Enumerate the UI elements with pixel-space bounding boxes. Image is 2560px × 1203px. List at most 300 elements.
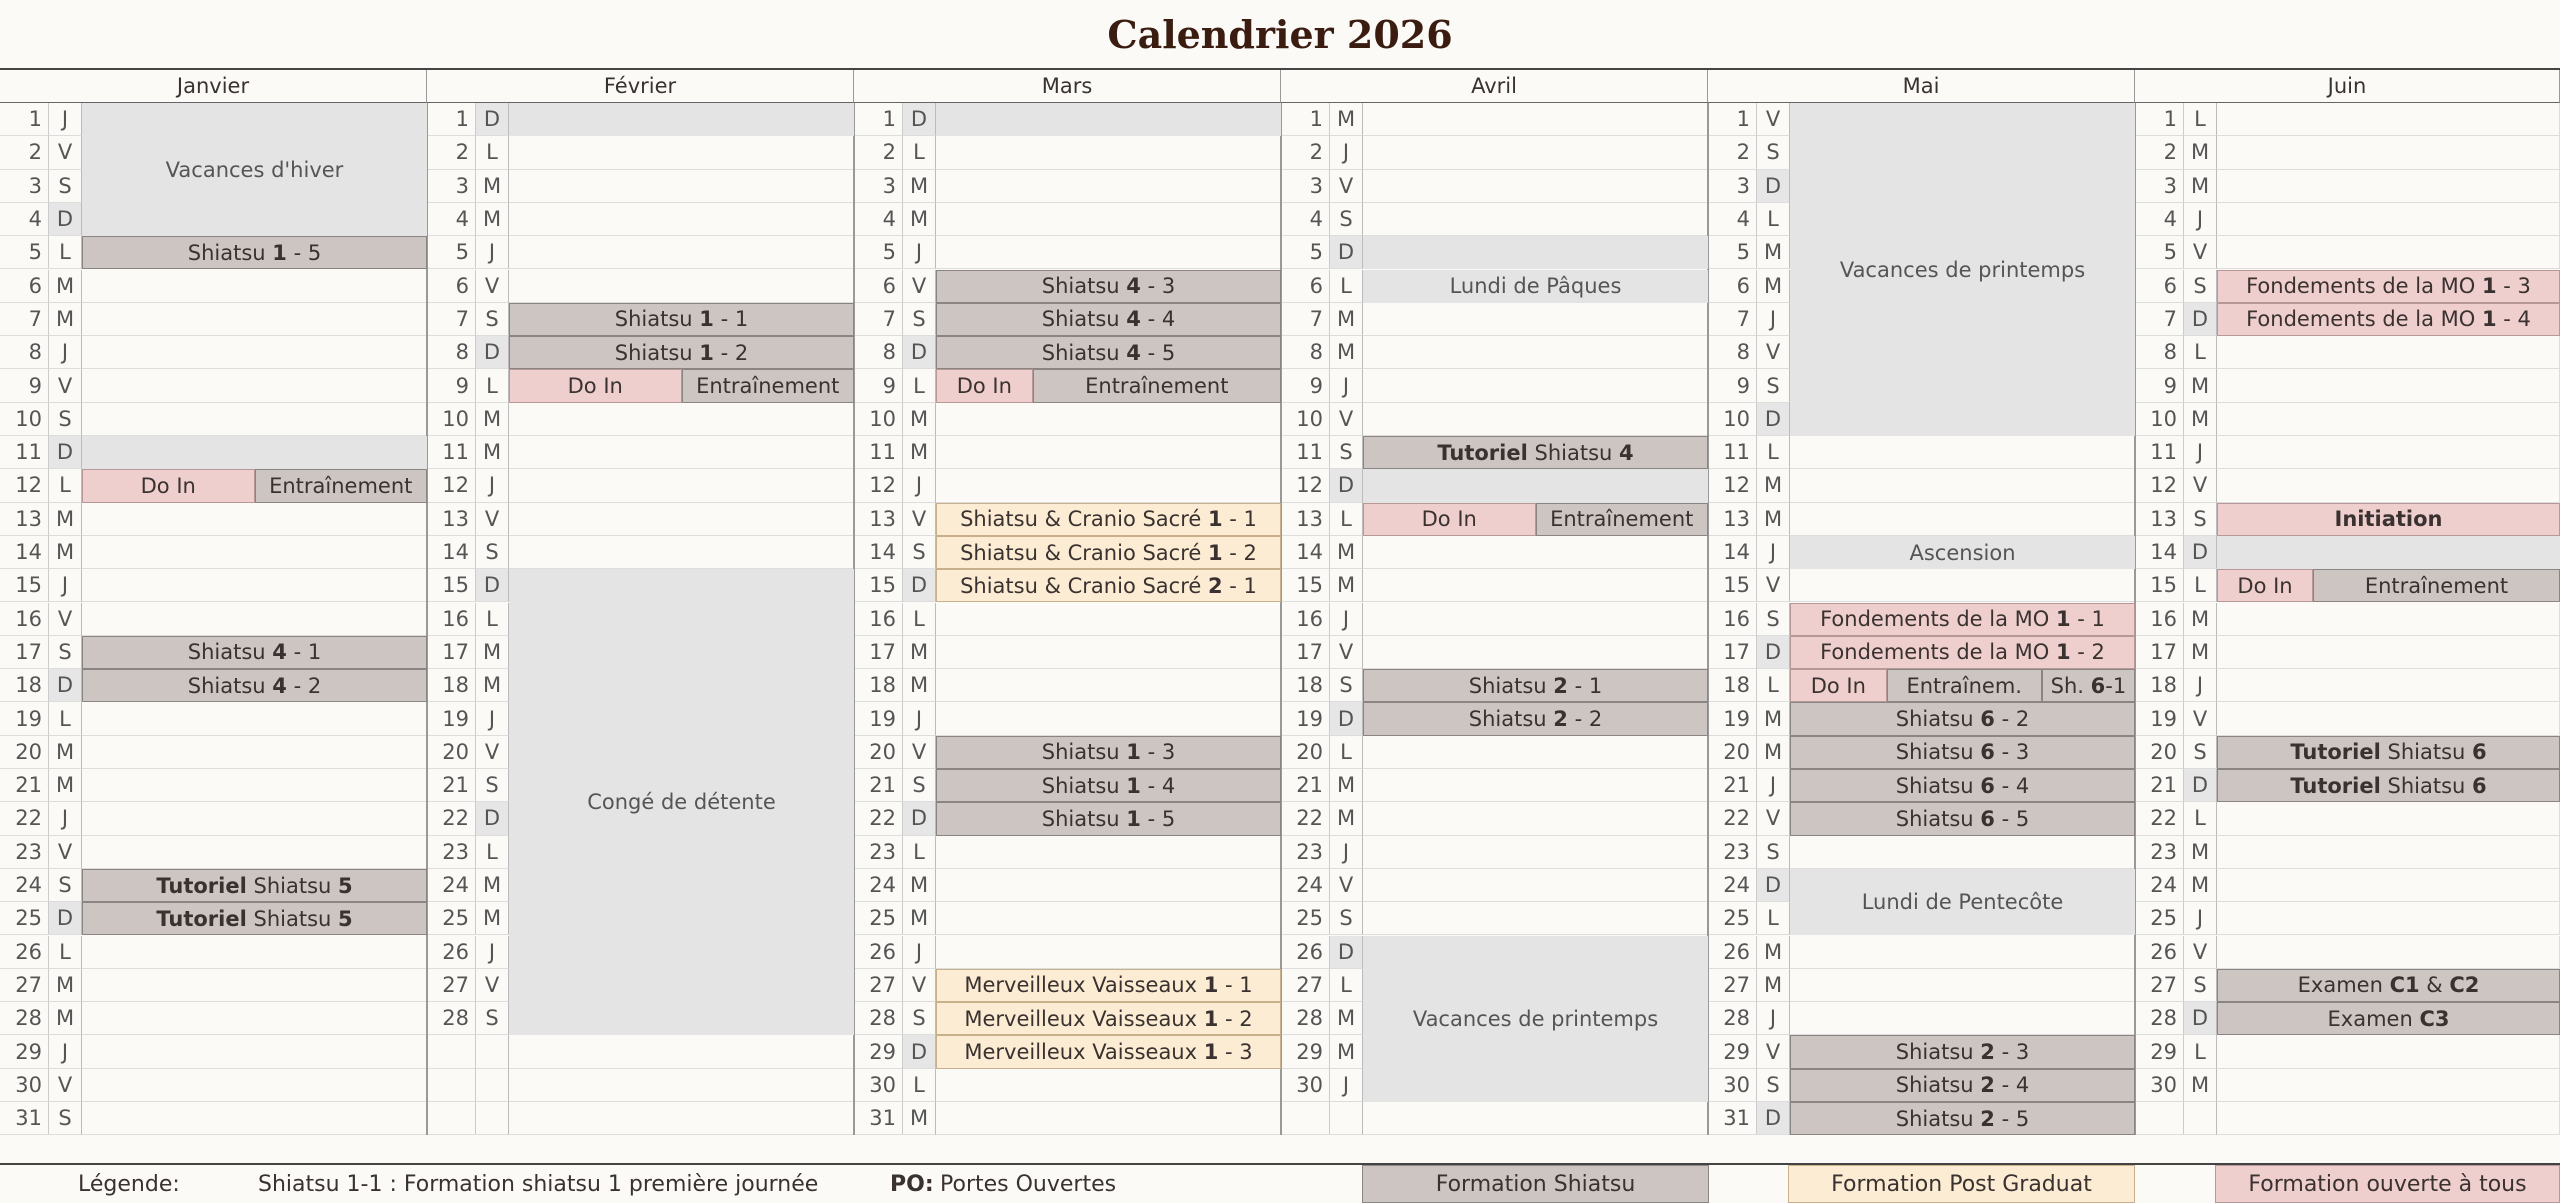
day-letter: V xyxy=(1330,170,1363,203)
day-slot[interactable] xyxy=(1363,569,1708,602)
day-number: 9 xyxy=(0,369,49,402)
day-number: 26 xyxy=(0,936,49,969)
day-letter: J xyxy=(903,936,936,969)
day-slot[interactable] xyxy=(509,270,854,303)
day-number: 22 xyxy=(2135,802,2184,835)
day-slot[interactable] xyxy=(82,369,427,402)
event-text: Shiatsu xyxy=(1041,740,1127,765)
day-slot[interactable] xyxy=(509,136,854,169)
day-slot[interactable] xyxy=(1363,603,1708,636)
day-slot[interactable] xyxy=(2217,203,2560,236)
day-slot[interactable] xyxy=(1363,636,1708,669)
day-letter: L xyxy=(1330,503,1363,536)
day-letter: V xyxy=(1330,403,1363,436)
day-slot[interactable] xyxy=(2217,936,2560,969)
day-letter: M xyxy=(2184,869,2217,902)
event-text: - 3 xyxy=(1218,1040,1253,1065)
day-letter: L xyxy=(49,236,82,269)
day-slot[interactable] xyxy=(82,303,427,336)
calendar-event[interactable] xyxy=(936,103,1281,136)
calendar-event[interactable] xyxy=(936,1035,1281,1068)
day-number: 12 xyxy=(0,469,49,502)
day-number: 1 xyxy=(1281,103,1330,136)
event-text: - 2 xyxy=(286,673,322,698)
calendar-event[interactable] xyxy=(1536,503,1709,536)
day-slot[interactable] xyxy=(509,1069,854,1102)
calendar-event[interactable] xyxy=(936,969,1281,1002)
day-slot[interactable] xyxy=(1363,170,1708,203)
day-slot[interactable] xyxy=(1363,403,1708,436)
day-number xyxy=(427,1069,476,1102)
calendar-event[interactable] xyxy=(1790,736,2135,769)
day-number: 19 xyxy=(854,702,903,735)
day-slot[interactable] xyxy=(2217,236,2560,269)
day-number: 15 xyxy=(427,569,476,602)
day-number: 29 xyxy=(1281,1035,1330,1068)
day-letter: M xyxy=(49,536,82,569)
event-text: Initiation xyxy=(2334,507,2443,532)
event-text: Shiatsu & Cranio Sacré xyxy=(960,507,1208,532)
day-number: 31 xyxy=(1708,1102,1757,1135)
day-number: 26 xyxy=(1708,936,1757,969)
calendar-event[interactable] xyxy=(1790,669,1887,702)
day-slot[interactable] xyxy=(2217,403,2560,436)
day-slot[interactable] xyxy=(1363,1102,1708,1135)
event-text: 1 xyxy=(272,240,287,265)
day-slot[interactable] xyxy=(1790,836,2135,869)
day-letter: M xyxy=(1757,236,1790,269)
calendar-event[interactable] xyxy=(2217,536,2560,569)
day-letter: M xyxy=(903,902,936,935)
day-slot[interactable] xyxy=(2217,669,2560,702)
day-slot[interactable] xyxy=(936,902,1281,935)
day-slot[interactable] xyxy=(936,702,1281,735)
day-number: 26 xyxy=(2135,936,2184,969)
event-text: 1 xyxy=(1203,973,1219,998)
day-slot[interactable] xyxy=(2217,603,2560,636)
calendar-event[interactable] xyxy=(509,336,854,369)
day-number: 25 xyxy=(1708,902,1757,935)
day-slot[interactable] xyxy=(82,802,427,835)
calendar-event[interactable] xyxy=(1363,236,1708,269)
day-letter: M xyxy=(1757,702,1790,735)
calendar-event[interactable] xyxy=(509,303,854,336)
day-slot[interactable] xyxy=(509,1035,854,1068)
day-letter: M xyxy=(903,636,936,669)
day-letter: S xyxy=(1330,669,1363,702)
day-slot[interactable] xyxy=(1363,836,1708,869)
calendar-event[interactable] xyxy=(936,569,1281,602)
day-number: 14 xyxy=(1708,536,1757,569)
calendar-event[interactable] xyxy=(82,469,255,502)
calendar-event[interactable] xyxy=(1790,103,2135,436)
day-slot[interactable] xyxy=(2217,369,2560,402)
day-slot[interactable] xyxy=(1790,569,2135,602)
day-slot[interactable] xyxy=(2217,836,2560,869)
day-letter: S xyxy=(2184,503,2217,536)
day-number: 5 xyxy=(1708,236,1757,269)
day-number: 2 xyxy=(1708,136,1757,169)
day-number: 15 xyxy=(2135,569,2184,602)
day-letter: D xyxy=(2184,769,2217,802)
day-letter: L xyxy=(1757,669,1790,702)
day-letter: M xyxy=(903,170,936,203)
day-number: 9 xyxy=(854,369,903,402)
day-slot[interactable] xyxy=(1363,203,1708,236)
day-letter: L xyxy=(903,369,936,402)
calendar-event[interactable] xyxy=(1790,536,2135,569)
day-number xyxy=(427,1035,476,1068)
day-slot[interactable] xyxy=(509,203,854,236)
day-number: 25 xyxy=(1281,902,1330,935)
calendar-event[interactable] xyxy=(2217,769,2560,802)
day-slot[interactable] xyxy=(936,869,1281,902)
day-slot[interactable] xyxy=(82,736,427,769)
day-number: 13 xyxy=(1708,503,1757,536)
day-slot[interactable] xyxy=(509,469,854,502)
calendar-event[interactable] xyxy=(1363,270,1708,303)
calendar-event[interactable] xyxy=(1363,503,1536,536)
day-slot[interactable] xyxy=(1790,436,2135,469)
day-slot[interactable] xyxy=(2217,1102,2560,1135)
calendar-event[interactable] xyxy=(1033,369,1281,402)
day-number: 6 xyxy=(0,270,49,303)
day-number: 8 xyxy=(427,336,476,369)
day-number: 9 xyxy=(2135,369,2184,402)
calendar-event[interactable] xyxy=(2042,669,2135,702)
calendar-event[interactable] xyxy=(82,869,427,902)
day-slot[interactable] xyxy=(1363,303,1708,336)
day-slot[interactable] xyxy=(1363,902,1708,935)
day-number: 17 xyxy=(427,636,476,669)
day-slot[interactable] xyxy=(2217,802,2560,835)
calendar-event[interactable] xyxy=(2217,270,2560,303)
day-letter: D xyxy=(903,336,936,369)
day-slot[interactable] xyxy=(82,769,427,802)
calendar-event[interactable] xyxy=(2313,569,2560,602)
day-slot[interactable] xyxy=(82,336,427,369)
day-slot[interactable] xyxy=(2217,1035,2560,1068)
day-slot[interactable] xyxy=(82,702,427,735)
day-letter: S xyxy=(1757,1069,1790,1102)
calendar-event[interactable] xyxy=(1363,936,1708,1103)
day-slot[interactable] xyxy=(82,403,427,436)
day-number: 18 xyxy=(0,669,49,702)
day-slot[interactable] xyxy=(2217,170,2560,203)
day-letter: D xyxy=(1757,869,1790,902)
event-text: Sh. xyxy=(2050,673,2091,698)
day-letter: M xyxy=(476,636,509,669)
day-slot[interactable] xyxy=(509,436,854,469)
calendar-event[interactable] xyxy=(1790,802,2135,835)
day-slot[interactable] xyxy=(936,403,1281,436)
day-letter: M xyxy=(1757,936,1790,969)
day-letter: S xyxy=(2184,270,2217,303)
day-number: 16 xyxy=(1281,603,1330,636)
day-letter: M xyxy=(476,203,509,236)
day-letter: J xyxy=(2184,436,2217,469)
calendar-event[interactable] xyxy=(1790,636,2135,669)
day-slot[interactable] xyxy=(82,270,427,303)
day-letter: M xyxy=(476,902,509,935)
event-text: - 5 xyxy=(1140,806,1176,831)
event-text: Shiatsu xyxy=(187,240,273,265)
day-number: 21 xyxy=(1708,769,1757,802)
day-slot[interactable] xyxy=(82,936,427,969)
day-slot[interactable] xyxy=(1790,503,2135,536)
day-letter: M xyxy=(476,669,509,702)
day-letter xyxy=(476,1035,509,1068)
day-number: 24 xyxy=(1281,869,1330,902)
event-text: Shiatsu xyxy=(1895,773,1981,798)
day-slot[interactable] xyxy=(2217,869,2560,902)
calendar-event[interactable] xyxy=(1790,1102,2135,1135)
day-slot[interactable] xyxy=(1363,869,1708,902)
calendar-event[interactable] xyxy=(1790,1035,2135,1068)
event-text: Shiatsu xyxy=(1041,773,1127,798)
event-text: Shiatsu xyxy=(1468,707,1554,732)
day-slot[interactable] xyxy=(509,403,854,436)
day-slot[interactable] xyxy=(2217,902,2560,935)
calendar-event[interactable] xyxy=(1363,436,1708,469)
day-slot[interactable] xyxy=(1790,969,2135,1002)
calendar-event[interactable] xyxy=(936,802,1281,835)
day-slot[interactable] xyxy=(936,836,1281,869)
calendar-event[interactable] xyxy=(82,902,427,935)
day-slot[interactable] xyxy=(82,969,427,1002)
event-text: - 1 xyxy=(713,307,749,332)
day-letter: M xyxy=(2184,636,2217,669)
day-slot[interactable] xyxy=(936,136,1281,169)
day-letter: M xyxy=(476,869,509,902)
day-slot[interactable] xyxy=(936,936,1281,969)
day-slot[interactable] xyxy=(509,536,854,569)
day-number: 6 xyxy=(854,270,903,303)
event-text: - 2 xyxy=(713,340,749,365)
day-number: 14 xyxy=(1281,536,1330,569)
event-text: Shiatsu xyxy=(1041,274,1127,299)
event-text: - 3 xyxy=(2496,274,2531,299)
day-slot[interactable] xyxy=(82,503,427,536)
day-slot[interactable] xyxy=(936,636,1281,669)
calendar-event[interactable] xyxy=(682,369,855,402)
day-number: 10 xyxy=(427,403,476,436)
calendar-title-bar xyxy=(0,0,2560,70)
day-letter: V xyxy=(476,503,509,536)
calendar-event[interactable] xyxy=(82,669,427,702)
day-slot[interactable] xyxy=(936,469,1281,502)
day-letter: J xyxy=(49,103,82,136)
day-number: 23 xyxy=(854,836,903,869)
day-slot[interactable] xyxy=(2217,136,2560,169)
event-text: - 5 xyxy=(286,240,322,265)
day-number: 7 xyxy=(427,303,476,336)
day-slot[interactable] xyxy=(1790,1002,2135,1035)
day-number: 12 xyxy=(1281,469,1330,502)
event-text: Shiatsu xyxy=(1895,1073,1981,1098)
day-slot[interactable] xyxy=(509,1102,854,1135)
day-slot[interactable] xyxy=(2217,336,2560,369)
day-slot[interactable] xyxy=(82,603,427,636)
calendar-event[interactable] xyxy=(936,769,1281,802)
calendar-event[interactable] xyxy=(936,1002,1281,1035)
day-number: 14 xyxy=(0,536,49,569)
day-slot[interactable] xyxy=(936,436,1281,469)
event-text: Tutoriel xyxy=(156,873,247,898)
event-text: - 2 xyxy=(1222,540,1257,565)
day-number: 4 xyxy=(0,203,49,236)
day-number: 24 xyxy=(2135,869,2184,902)
day-letter: D xyxy=(1757,170,1790,203)
event-text: - 2 xyxy=(1218,1006,1253,1031)
day-number: 8 xyxy=(1281,336,1330,369)
day-slot[interactable] xyxy=(1363,736,1708,769)
calendar-event[interactable] xyxy=(509,569,854,1035)
calendar-event[interactable] xyxy=(1363,702,1708,735)
day-slot[interactable] xyxy=(1790,469,2135,502)
day-number: 27 xyxy=(0,969,49,1002)
day-number: 7 xyxy=(2135,303,2184,336)
event-text: 1 xyxy=(1203,1006,1219,1031)
day-slot[interactable] xyxy=(2217,103,2560,136)
event-text: Vacances d'hiver xyxy=(165,157,344,182)
event-text: Entraînement xyxy=(269,473,413,498)
calendar-event[interactable] xyxy=(2217,736,2560,769)
day-slot[interactable] xyxy=(2217,702,2560,735)
event-text: 6 xyxy=(2090,673,2106,698)
calendar-event[interactable] xyxy=(2217,503,2560,536)
day-slot[interactable] xyxy=(509,170,854,203)
day-slot[interactable] xyxy=(2217,469,2560,502)
event-text: 1 xyxy=(1126,806,1141,831)
calendar-event[interactable] xyxy=(255,469,428,502)
calendar-event[interactable] xyxy=(1790,1069,2135,1102)
day-slot[interactable] xyxy=(82,536,427,569)
day-letter: J xyxy=(1330,603,1363,636)
day-slot[interactable] xyxy=(2217,636,2560,669)
day-slot[interactable] xyxy=(2217,1069,2560,1102)
calendar-event[interactable] xyxy=(1790,869,2135,936)
day-letter: J xyxy=(2184,902,2217,935)
calendar-event[interactable] xyxy=(1790,702,2135,735)
day-slot[interactable] xyxy=(936,170,1281,203)
calendar-event[interactable] xyxy=(509,369,682,402)
day-slot[interactable] xyxy=(82,1102,427,1135)
day-slot[interactable] xyxy=(1363,336,1708,369)
day-slot[interactable] xyxy=(509,236,854,269)
day-slot[interactable] xyxy=(936,669,1281,702)
day-number: 13 xyxy=(1281,503,1330,536)
calendar-event[interactable] xyxy=(936,503,1281,536)
day-number: 13 xyxy=(427,503,476,536)
day-slot[interactable] xyxy=(1363,536,1708,569)
day-letter: D xyxy=(2184,536,2217,569)
event-text: - 4 xyxy=(1994,773,2030,798)
event-text: - 1 xyxy=(1218,973,1253,998)
event-text: Shiatsu xyxy=(246,873,338,898)
day-letter: M xyxy=(49,503,82,536)
calendar-event[interactable] xyxy=(936,270,1281,303)
legend-formation-post-graduat: Formation Post Graduat xyxy=(1788,1165,2135,1203)
day-number: 7 xyxy=(854,303,903,336)
day-slot[interactable] xyxy=(82,1002,427,1035)
day-letter: V xyxy=(2184,236,2217,269)
day-slot[interactable] xyxy=(1363,103,1708,136)
day-number: 3 xyxy=(0,170,49,203)
day-letter: M xyxy=(1330,103,1363,136)
day-number: 22 xyxy=(0,802,49,835)
calendar-event[interactable] xyxy=(1363,469,1708,502)
day-letter: D xyxy=(903,802,936,835)
day-letter: D xyxy=(1330,236,1363,269)
day-slot[interactable] xyxy=(509,503,854,536)
calendar-event[interactable] xyxy=(936,736,1281,769)
day-number: 24 xyxy=(1708,869,1757,902)
event-text: Do In xyxy=(567,374,623,399)
calendar-event[interactable] xyxy=(1363,669,1708,702)
day-slot[interactable] xyxy=(1363,369,1708,402)
calendar-event[interactable] xyxy=(2217,569,2313,602)
day-letter: L xyxy=(476,603,509,636)
day-slot[interactable] xyxy=(936,1102,1281,1135)
day-slot[interactable] xyxy=(936,203,1281,236)
day-slot[interactable] xyxy=(2217,436,2560,469)
day-letter: M xyxy=(1757,469,1790,502)
event-text: Shiatsu xyxy=(2380,773,2472,798)
day-number: 24 xyxy=(854,869,903,902)
calendar-event[interactable] xyxy=(82,636,427,669)
day-slot[interactable] xyxy=(1363,802,1708,835)
day-slot[interactable] xyxy=(936,1069,1281,1102)
calendar-event[interactable] xyxy=(82,203,427,236)
month-header-0: Janvier xyxy=(0,70,427,103)
event-text: Tutoriel xyxy=(2290,773,2381,798)
calendar-event[interactable] xyxy=(82,236,427,269)
calendar-event[interactable] xyxy=(936,369,1033,402)
day-slot[interactable] xyxy=(82,1035,427,1068)
day-number: 14 xyxy=(854,536,903,569)
day-slot[interactable] xyxy=(936,236,1281,269)
event-text: Do In xyxy=(956,374,1012,399)
event-text: 1 xyxy=(1126,740,1141,765)
day-slot[interactable] xyxy=(936,603,1281,636)
calendar-event[interactable] xyxy=(2217,303,2560,336)
calendar-event[interactable] xyxy=(936,303,1281,336)
day-slot[interactable] xyxy=(82,836,427,869)
day-number: 2 xyxy=(427,136,476,169)
day-slot[interactable] xyxy=(1363,769,1708,802)
calendar-event[interactable] xyxy=(936,536,1281,569)
day-number: 3 xyxy=(1281,170,1330,203)
calendar-event[interactable] xyxy=(2217,969,2560,1002)
calendar-event[interactable] xyxy=(1887,669,2042,702)
event-text: C3 xyxy=(2419,1006,2450,1031)
day-number: 21 xyxy=(854,769,903,802)
calendar-event[interactable] xyxy=(1790,603,2135,636)
day-slot[interactable] xyxy=(82,569,427,602)
calendar-event[interactable] xyxy=(936,336,1281,369)
event-text: Shiatsu xyxy=(1895,740,1981,765)
day-slot[interactable] xyxy=(1363,136,1708,169)
day-letter: M xyxy=(1757,969,1790,1002)
calendar-event[interactable] xyxy=(82,436,427,469)
calendar-event[interactable] xyxy=(1790,769,2135,802)
day-slot[interactable] xyxy=(1790,936,2135,969)
calendar-event[interactable] xyxy=(2217,1002,2560,1035)
calendar-event[interactable] xyxy=(509,103,854,136)
day-slot[interactable] xyxy=(82,1069,427,1102)
day-letter: D xyxy=(476,802,509,835)
